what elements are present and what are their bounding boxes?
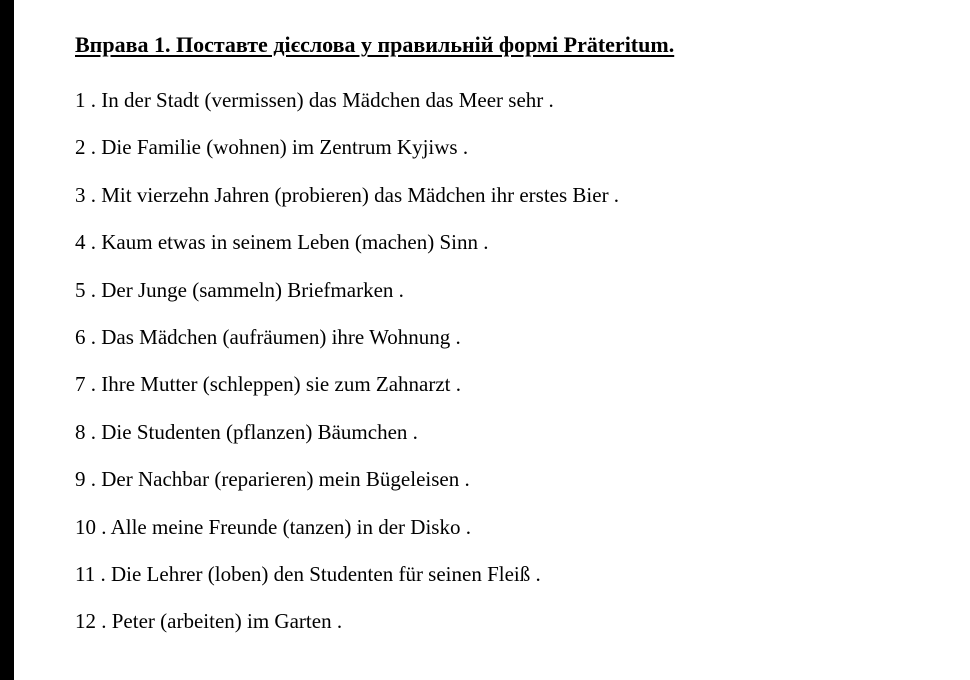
exercise-item: 10 . Alle meine Freunde (tanzen) in der Disko . — [75, 514, 471, 539]
exercise-item: 8 . Die Studenten (pflanzen) Bäumchen . — [75, 419, 418, 444]
exercise-item: 2 . Die Familie (wohnen) im Zentrum Kyjiws . — [75, 135, 469, 160]
exercise-item: 11 . Die Lehrer (loben) den Studenten für seinen Fleiß . — [75, 561, 541, 586]
exercise-item: 1 . In der Stadt (vermissen) das Mädchen das Meer sehr . — [75, 88, 554, 112]
exercise-item: 6 . Das Mädchen (aufräumen) ihre Wohnung . — [75, 324, 461, 349]
exercise-item: 3 . Mit vierzehn Jahren (probieren) das Mädchen ihr erstes Bier . — [75, 182, 620, 207]
document-page — [14, 0, 970, 680]
exercise-item: 7 . Ihre Mutter (schleppen) sie zum Zahnarzt . — [75, 372, 462, 397]
exercise-list — [75, 86, 619, 655]
exercise-item: 12 . Peter (arbeiten) im Garten . — [75, 609, 343, 634]
exercise-item: 9 . Der Nachbar (reparieren) mein Bügeleisen . — [75, 467, 470, 492]
exercise-item: 4 . Kaum etwas in seinem Leben (machen) Sinn . — [75, 230, 489, 255]
exercise-item: 5 . Der Junge (sammeln) Briefmarken . — [75, 277, 404, 302]
exercise-title: Вправа 1. Поставте дієслова у правильній формі Präteritum. — [75, 32, 675, 57]
